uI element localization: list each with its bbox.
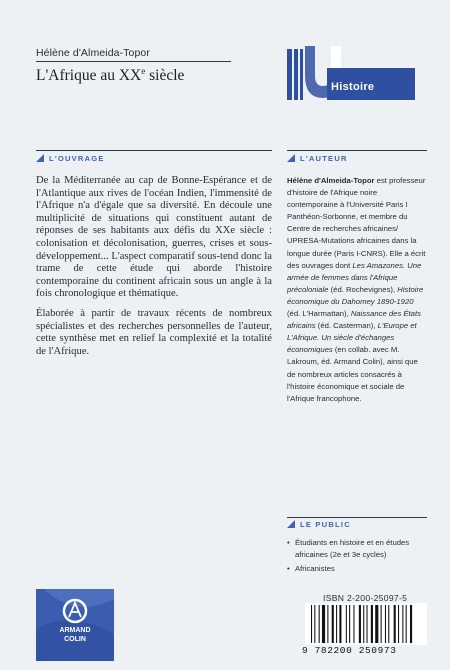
barcode-bar [359,605,361,643]
publisher-line-2: COLIN [64,636,86,643]
auteur-book-1: Les Amazones. Une armée de femmes dans l'Afrique précoloniale [287,260,422,294]
barcode-bar [385,605,386,643]
auteur-rule [287,150,427,151]
ouvrage-text [36,175,272,358]
ouvrage-heading: L'OUVRAGE [49,154,105,163]
barcode-bar [402,605,403,643]
barcode-bar [336,605,337,643]
barcode-bar [311,605,312,643]
auteur-name: Hélène d'Almeida-Topor [287,176,375,185]
publisher-logo [36,589,114,661]
barcode-bar [353,605,354,643]
barcode-bar [406,605,407,643]
barcode-bar [319,605,320,643]
public-item [287,563,427,575]
author-name: Hélène d'Almeida-Topor [36,47,150,59]
isbn: ISBN 2-200-25097-5 [323,593,408,603]
barcode-bar [314,605,315,643]
auteur-bio-2: (éd. Rochevignes), [328,284,398,294]
auteur-bio-5: (en collab. avec M. Lakroum, éd. Armand Colin), ainsi que de nombreux articles consacrés à l'histoire économique et sociale de l'Afrique francophone. [287,345,418,403]
auteur-bio-4: (éd. Casterman), [315,321,378,331]
public-heading: LE PUBLIC [300,520,351,529]
barcode-bar [363,605,364,643]
barcode-bar [381,605,382,643]
barcode-bar [410,605,412,643]
barcode-bar [371,605,373,643]
ouvrage-triangle-icon [36,154,44,162]
title-end: siècle [145,67,185,85]
barcode-bar [349,605,350,643]
barcode [305,603,427,645]
bullet-icon: • [287,538,290,547]
ouvrage-paragraph-2: Élaborée à partir de travaux récents de nombreux spécialistes et des recherches personnelles de l'auteur, cette synthèse met en relief la complexité et la totalité de l'Afrique. [36,307,272,357]
public-item [287,537,427,560]
u-series-logo [287,46,415,106]
auteur-book-3: Naissance des États africains [287,309,421,331]
series-label: Histoire [331,81,375,93]
auteur-book-4: L'Europe et L'Afrique. Un siècle d'échanges économiques [287,321,417,355]
public-item-text: Africanistes [295,564,335,573]
public-list [287,537,427,578]
title-main: L'Afrique au XX [36,67,142,85]
public-triangle-icon [287,520,295,528]
publisher-logo-graphic [36,589,114,661]
public-rule [287,517,427,518]
auteur-bio-1: est professeur d'histoire de l'Afrique noire contemporaine à l'Université Paris I Panthéon-Sorbonne, et membre du Centre de recherches africaines/ UPRESA-Mutations africaines dans la longue durée (Paris I-CNRS). Elle a écrit des ouvrages dont [287,176,426,270]
publisher-line-1: ARMAND [59,627,91,634]
barcode-bar [394,605,396,643]
ouvrage-rule [36,150,272,151]
header-rule [36,61,231,62]
barcode-bar [367,605,368,643]
title-superscript: e [141,66,146,76]
auteur-triangle-icon [287,154,295,162]
barcode-bar [332,605,334,643]
auteur-heading: L'AUTEUR [300,154,348,163]
barcode-number: 9 782200 250973 [302,645,397,656]
auteur-bio [287,175,427,405]
barcode-bar [322,605,325,643]
barcode-bar [398,605,399,643]
public-item-text: Étudiants en histoire et en études africaines (2e et 3e cycles) [295,538,410,559]
barcode-bar [346,605,347,643]
barcode-bar [375,605,378,643]
auteur-bio-3: (éd. L'Harmattan), [287,309,351,319]
bullet-icon: • [287,564,290,573]
auteur-book-2: Histoire économique du Dahomey 1890-1920 [287,284,424,306]
barcode-bar [339,605,341,643]
barcode-bar [327,605,328,643]
ouvrage-paragraph-1: De la Méditerranée au cap de Bonne-Espérance et de l'Atlantique aux rives de l'océan Indien, l'immensité de l'Afrique n'a d'égale que sa diversité. En découle une multiplicité de situations qui constituent autant de réponses de ses habitants aux défis du XXe siècle : colonisation et décolonisation, guerres, crises et sous-développement... L'aspect comparatif sous-tend donc la trame de cette étude qui aborde l'histoire contemporaine du continent africain sous un angle à la fois chronologique et thématique. [36,175,272,300]
barcode-bar [388,605,389,643]
book-title [36,66,184,85]
